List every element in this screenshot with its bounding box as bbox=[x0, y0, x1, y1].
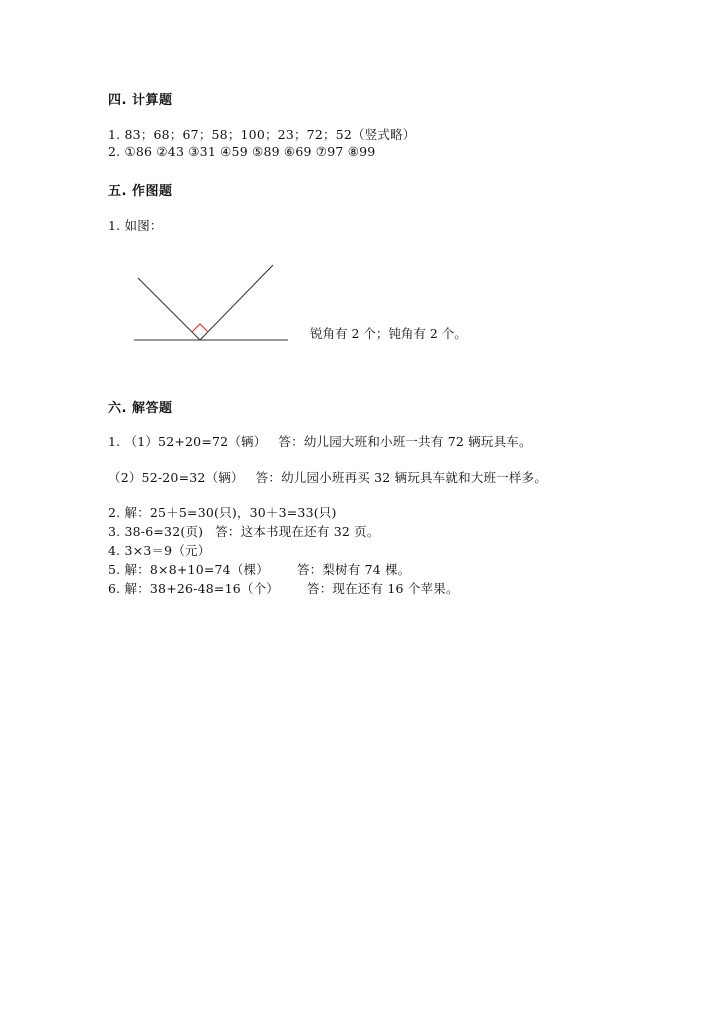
problem-1b-calc: （2）52-20=32（辆） bbox=[108, 470, 244, 485]
problem-4: 4. 3×3＝9（元） bbox=[108, 543, 211, 558]
problem-3 bbox=[108, 522, 380, 540]
section-heading-drawing: 五. 作图题 bbox=[108, 184, 173, 199]
problem-6 bbox=[108, 579, 459, 597]
angle-count-caption: 锐角有 2 个；钝角有 2 个。 bbox=[310, 326, 467, 341]
section-heading-problems: 六. 解答题 bbox=[108, 401, 173, 416]
calc-answer-line-2: 2. ①86 ②43 ③31 ④59 ⑤89 ⑥69 ⑦97 ⑧99 bbox=[108, 144, 376, 159]
angle-figure bbox=[128, 258, 298, 350]
problem-6-calc: 6. 解：38+26-48=16（个） bbox=[108, 581, 279, 596]
drawing-answer-line-1: 1. 如图： bbox=[108, 218, 163, 233]
right-angle-marker bbox=[192, 324, 208, 332]
problem-5-calc: 5. 解：8×8+10=74（棵） bbox=[108, 562, 269, 577]
problem-3-calc: 3. 38-6=32(页) bbox=[108, 524, 204, 539]
problem-1b-answer: 答：幼儿园小班再买 32 辆玩具车就和大班一样多。 bbox=[255, 470, 548, 485]
left-ray bbox=[138, 278, 200, 340]
problem-1a-answer: 答：幼儿园大班和小班一共有 72 辆玩具车。 bbox=[278, 434, 532, 449]
problem-1b bbox=[108, 468, 547, 486]
problem-2: 2. 解：25＋5=30(只)，30＋3=33(只) bbox=[108, 505, 337, 520]
problem-3-answer: 答：这本书现在还有 32 页。 bbox=[215, 524, 380, 539]
problem-1a-calc: 1. （1）52+20=72（辆） bbox=[108, 434, 267, 449]
problem-1a bbox=[108, 432, 532, 450]
section-heading-calculation: 四. 计算题 bbox=[108, 93, 173, 108]
problem-5-answer: 答：梨树有 74 棵。 bbox=[296, 562, 411, 577]
problem-6-answer: 答：现在还有 16 个苹果。 bbox=[307, 581, 459, 596]
right-ray bbox=[200, 265, 273, 340]
problem-5 bbox=[108, 560, 411, 578]
calc-answer-line-1: 1. 83；68；67；58；100；23；72；52（竖式略） bbox=[108, 127, 416, 142]
